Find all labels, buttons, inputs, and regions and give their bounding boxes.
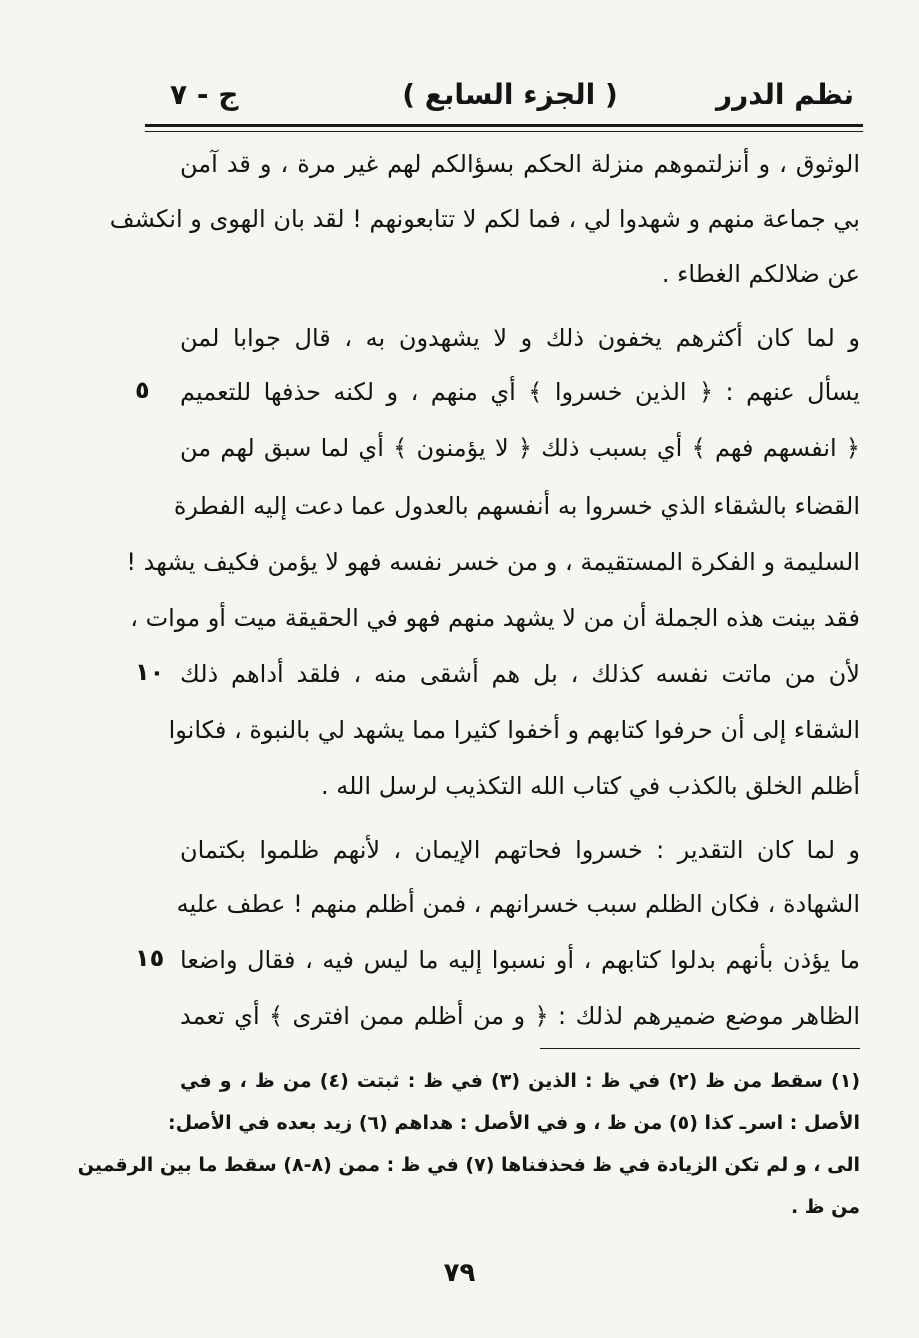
- volume-label: ( الجزء السابع ): [402, 78, 618, 111]
- body-line: الظاهر موضع ضميرهم لذلك : ﴿ و من أظلم ممن افترى ﴾ أي تعمد: [180, 1002, 860, 1030]
- body-line: لأن من ماتت نفسه كذلك ، بل هم أشقى منه ، فلقد أداهم ذلك: [180, 660, 860, 688]
- body-line: بي جماعة منهم و شهدوا لي ، فما لكم لا تتابعونهم ! لقد بان الهوى و انكشف: [109, 205, 860, 233]
- page-number: ٧٩: [443, 1258, 476, 1288]
- body-line: أظلم الخلق بالكذب في كتاب الله التكذيب لرسل الله .: [321, 772, 860, 800]
- book-title: نظم الدرر: [715, 78, 854, 111]
- volume-number: ج - ٧: [170, 78, 239, 111]
- body-line: الشقاء إلى أن حرفوا كتابهم و أخفوا كثيرا مما يشهد لي بالنبوة ، فكانوا: [168, 716, 860, 744]
- header-rule-thick: [145, 124, 863, 127]
- body-line: فقد بينت هذه الجملة أن من لا يشهد منهم فهو في الحقيقة ميت أو موات ،: [130, 604, 860, 632]
- line-number-margin: ٥: [135, 376, 150, 404]
- body-line: و لما كان التقدير : خسروا فحاتهم الإيمان ، لأنهم ظلموا بكتمان: [180, 836, 860, 864]
- footnote-line: الأصل : اسرـ كذا (٥) من ظ ، و في الأصل : هداهم (٦) زيد بعده في الأصل:: [168, 1112, 860, 1134]
- footnote-line: الى ، و لم تكن الزيادة في ظ فحذفناها (٧) في ظ : ممن (٨-٨) سقط ما بين الرقمين: [77, 1154, 860, 1176]
- body-line: السليمة و الفكرة المستقيمة ، و من خسر نفسه فهو لا يؤمن فكيف يشهد !: [126, 548, 860, 576]
- line-number-margin: ١٠: [135, 658, 165, 686]
- body-line: ما يؤذن بأنهم بدلوا كتابهم ، أو نسبوا إليه ما ليس فيه ، فقال واضعا: [180, 946, 860, 974]
- footnote-line: (١) سقط من ظ (٢) في ظ : الذين (٣) في ظ : ثبتت (٤) من ظ ، و في: [180, 1070, 860, 1092]
- body-line: القضاء بالشقاء الذي خسروا به أنفسهم بالعدول عما دعت إليه الفطرة: [173, 492, 860, 520]
- line-number-margin: ١٥: [135, 944, 165, 972]
- body-line: يسأل عنهم : ﴿ الذين خسروا ﴾ أي منهم ، و لكنه حذفها للتعميم: [180, 378, 860, 406]
- body-line: عن ضلالكم الغطاء .: [661, 260, 860, 288]
- footnote-line: من ظ .: [790, 1196, 860, 1218]
- body-line: الشهادة ، فكان الظلم سبب خسرانهم ، فمن أظلم منهم ! عطف عليه: [176, 890, 860, 918]
- header-rule-thin: [145, 131, 863, 132]
- body-line: الوثوق ، و أنزلتموهم منزلة الحكم بسؤالكم لهم غير مرة ، و قد آمن: [180, 150, 860, 178]
- body-line: و لما كان أكثرهم يخفون ذلك و لا يشهدون به ، قال جوابا لمن: [180, 324, 860, 352]
- body-line: ﴿ انفسهم فهم ﴾ أي بسبب ذلك ﴿ لا يؤمنون ﴾ أي لما سبق لهم من: [180, 434, 860, 462]
- footnote-separator: [540, 1048, 860, 1049]
- running-header: [160, 70, 860, 126]
